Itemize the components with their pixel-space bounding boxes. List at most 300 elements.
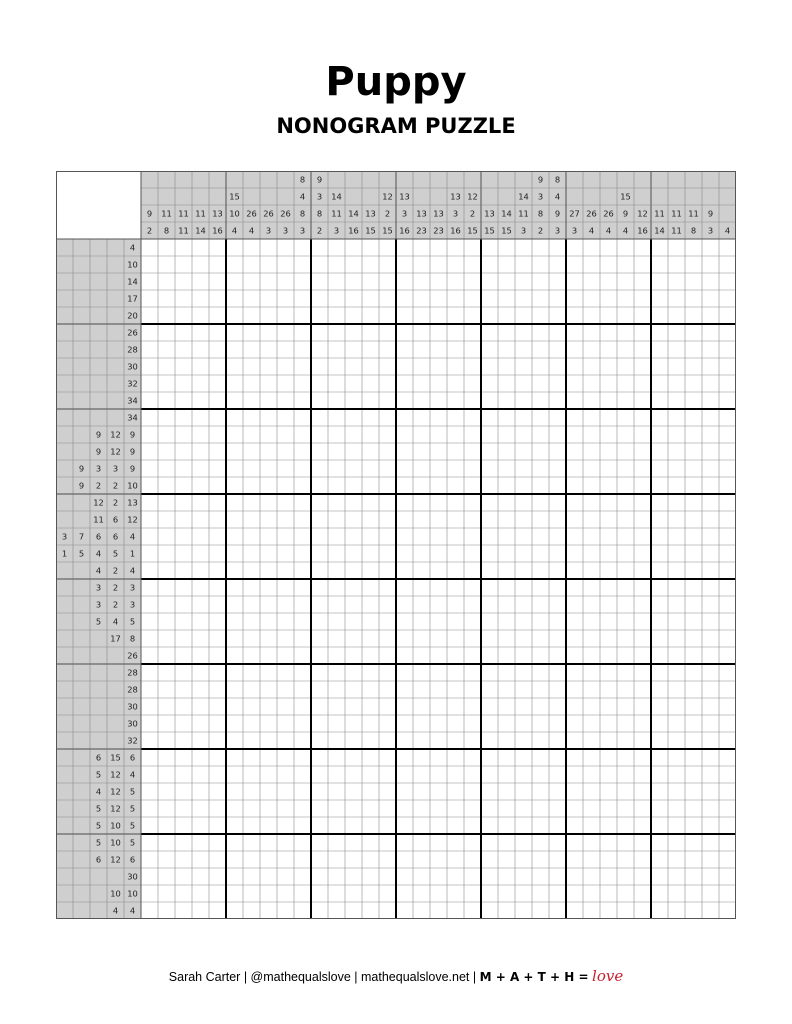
grid-cell[interactable] [294,511,311,528]
grid-cell[interactable] [532,664,549,681]
grid-cell[interactable] [345,324,362,341]
grid-cell[interactable] [192,392,209,409]
grid-cell[interactable] [209,596,226,613]
grid-cell[interactable] [243,630,260,647]
grid-cell[interactable] [345,698,362,715]
grid-cell[interactable] [600,630,617,647]
grid-cell[interactable] [277,732,294,749]
grid-cell[interactable] [413,460,430,477]
grid-cell[interactable] [226,307,243,324]
grid-cell[interactable] [583,885,600,902]
grid-cell[interactable] [634,392,651,409]
grid-cell[interactable] [158,545,175,562]
grid-cell[interactable] [430,749,447,766]
grid-cell[interactable] [192,375,209,392]
grid-cell[interactable] [634,528,651,545]
grid-cell[interactable] [362,766,379,783]
grid-cell[interactable] [651,732,668,749]
grid-cell[interactable] [277,443,294,460]
grid-cell[interactable] [226,749,243,766]
grid-cell[interactable] [685,749,702,766]
grid-cell[interactable] [328,902,345,919]
grid-cell[interactable] [243,358,260,375]
grid-cell[interactable] [634,885,651,902]
grid-cell[interactable] [447,664,464,681]
grid-cell[interactable] [719,851,736,868]
grid-cell[interactable] [498,749,515,766]
grid-cell[interactable] [549,562,566,579]
grid-cell[interactable] [515,732,532,749]
grid-cell[interactable] [226,613,243,630]
grid-cell[interactable] [396,681,413,698]
grid-cell[interactable] [141,426,158,443]
grid-cell[interactable] [226,834,243,851]
grid-cell[interactable] [498,324,515,341]
grid-cell[interactable] [175,256,192,273]
grid-cell[interactable] [651,290,668,307]
grid-cell[interactable] [362,443,379,460]
grid-cell[interactable] [226,902,243,919]
grid-cell[interactable] [328,885,345,902]
grid-cell[interactable] [141,494,158,511]
grid-cell[interactable] [498,426,515,443]
grid-cell[interactable] [141,715,158,732]
grid-cell[interactable] [702,783,719,800]
grid-cell[interactable] [651,834,668,851]
grid-cell[interactable] [481,851,498,868]
grid-cell[interactable] [617,834,634,851]
grid-cell[interactable] [702,579,719,596]
grid-cell[interactable] [532,477,549,494]
grid-cell[interactable] [362,477,379,494]
grid-cell[interactable] [141,868,158,885]
grid-cell[interactable] [719,681,736,698]
grid-cell[interactable] [430,358,447,375]
grid-cell[interactable] [379,443,396,460]
grid-cell[interactable] [294,613,311,630]
grid-cell[interactable] [430,868,447,885]
grid-cell[interactable] [651,324,668,341]
grid-cell[interactable] [532,885,549,902]
grid-cell[interactable] [413,817,430,834]
grid-cell[interactable] [617,868,634,885]
grid-cell[interactable] [617,443,634,460]
grid-cell[interactable] [413,324,430,341]
grid-cell[interactable] [192,409,209,426]
grid-cell[interactable] [634,239,651,256]
grid-cell[interactable] [430,273,447,290]
grid-cell[interactable] [277,766,294,783]
grid-cell[interactable] [260,596,277,613]
grid-cell[interactable] [175,426,192,443]
grid-cell[interactable] [685,528,702,545]
grid-cell[interactable] [583,307,600,324]
grid-cell[interactable] [396,562,413,579]
grid-cell[interactable] [685,392,702,409]
grid-cell[interactable] [447,562,464,579]
grid-cell[interactable] [515,596,532,613]
grid-cell[interactable] [464,290,481,307]
grid-cell[interactable] [719,324,736,341]
grid-cell[interactable] [294,358,311,375]
grid-cell[interactable] [226,732,243,749]
grid-cell[interactable] [617,528,634,545]
grid-cell[interactable] [464,851,481,868]
grid-cell[interactable] [532,596,549,613]
grid-cell[interactable] [158,426,175,443]
grid-cell[interactable] [328,834,345,851]
grid-cell[interactable] [328,698,345,715]
grid-cell[interactable] [617,409,634,426]
grid-cell[interactable] [158,749,175,766]
grid-cell[interactable] [192,715,209,732]
grid-cell[interactable] [634,630,651,647]
grid-cell[interactable] [396,256,413,273]
grid-cell[interactable] [328,562,345,579]
grid-cell[interactable] [413,851,430,868]
grid-cell[interactable] [396,239,413,256]
grid-cell[interactable] [260,307,277,324]
grid-cell[interactable] [583,511,600,528]
grid-cell[interactable] [175,494,192,511]
grid-cell[interactable] [243,562,260,579]
grid-cell[interactable] [600,273,617,290]
grid-cell[interactable] [141,681,158,698]
grid-cell[interactable] [464,409,481,426]
grid-cell[interactable] [447,256,464,273]
grid-cell[interactable] [226,562,243,579]
grid-cell[interactable] [498,630,515,647]
grid-cell[interactable] [311,596,328,613]
grid-cell[interactable] [549,868,566,885]
grid-cell[interactable] [328,341,345,358]
grid-cell[interactable] [345,256,362,273]
grid-cell[interactable] [379,290,396,307]
grid-cell[interactable] [379,324,396,341]
grid-cell[interactable] [481,341,498,358]
grid-cell[interactable] [396,443,413,460]
grid-cell[interactable] [549,443,566,460]
grid-cell[interactable] [311,545,328,562]
grid-cell[interactable] [243,749,260,766]
grid-cell[interactable] [362,324,379,341]
grid-cell[interactable] [209,885,226,902]
grid-cell[interactable] [175,579,192,596]
grid-cell[interactable] [175,392,192,409]
grid-cell[interactable] [379,902,396,919]
grid-cell[interactable] [175,630,192,647]
grid-cell[interactable] [294,545,311,562]
grid-cell[interactable] [379,596,396,613]
grid-cell[interactable] [413,902,430,919]
grid-cell[interactable] [396,460,413,477]
grid-cell[interactable] [192,562,209,579]
grid-cell[interactable] [175,817,192,834]
grid-cell[interactable] [566,749,583,766]
grid-cell[interactable] [226,681,243,698]
grid-cell[interactable] [702,817,719,834]
grid-cell[interactable] [481,324,498,341]
grid-cell[interactable] [566,256,583,273]
grid-cell[interactable] [481,307,498,324]
grid-cell[interactable] [634,664,651,681]
grid-cell[interactable] [481,749,498,766]
grid-cell[interactable] [651,698,668,715]
grid-cell[interactable] [311,443,328,460]
grid-cell[interactable] [175,460,192,477]
grid-cell[interactable] [583,256,600,273]
grid-cell[interactable] [617,766,634,783]
grid-cell[interactable] [515,443,532,460]
grid-cell[interactable] [600,409,617,426]
grid-cell[interactable] [141,409,158,426]
grid-cell[interactable] [311,630,328,647]
grid-cell[interactable] [549,647,566,664]
grid-cell[interactable] [430,256,447,273]
grid-cell[interactable] [566,375,583,392]
grid-cell[interactable] [277,307,294,324]
grid-cell[interactable] [379,239,396,256]
grid-cell[interactable] [311,715,328,732]
grid-cell[interactable] [719,783,736,800]
grid-cell[interactable] [566,868,583,885]
grid-cell[interactable] [158,579,175,596]
grid-cell[interactable] [141,460,158,477]
grid-cell[interactable] [277,409,294,426]
grid-cell[interactable] [175,783,192,800]
grid-cell[interactable] [549,885,566,902]
grid-cell[interactable] [141,834,158,851]
grid-cell[interactable] [600,375,617,392]
grid-cell[interactable] [243,341,260,358]
grid-cell[interactable] [192,494,209,511]
grid-cell[interactable] [277,528,294,545]
grid-cell[interactable] [379,800,396,817]
grid-cell[interactable] [447,392,464,409]
grid-cell[interactable] [430,664,447,681]
grid-cell[interactable] [566,834,583,851]
grid-cell[interactable] [277,630,294,647]
grid-cell[interactable] [277,613,294,630]
grid-cell[interactable] [311,902,328,919]
grid-cell[interactable] [634,477,651,494]
grid-cell[interactable] [447,307,464,324]
grid-cell[interactable] [158,460,175,477]
grid-cell[interactable] [277,902,294,919]
grid-cell[interactable] [328,664,345,681]
grid-cell[interactable] [668,511,685,528]
grid-cell[interactable] [328,545,345,562]
grid-cell[interactable] [345,885,362,902]
grid-cell[interactable] [651,460,668,477]
grid-cell[interactable] [515,885,532,902]
grid-cell[interactable] [583,426,600,443]
grid-cell[interactable] [702,630,719,647]
grid-cell[interactable] [685,902,702,919]
grid-cell[interactable] [345,613,362,630]
grid-cell[interactable] [362,732,379,749]
grid-cell[interactable] [583,749,600,766]
grid-cell[interactable] [481,392,498,409]
grid-cell[interactable] [481,409,498,426]
grid-cell[interactable] [328,324,345,341]
grid-cell[interactable] [447,749,464,766]
grid-cell[interactable] [532,749,549,766]
grid-cell[interactable] [379,341,396,358]
grid-cell[interactable] [226,511,243,528]
grid-cell[interactable] [141,732,158,749]
grid-cell[interactable] [345,579,362,596]
grid-cell[interactable] [243,783,260,800]
grid-cell[interactable] [141,800,158,817]
grid-cell[interactable] [600,817,617,834]
grid-cell[interactable] [651,613,668,630]
grid-cell[interactable] [226,528,243,545]
grid-cell[interactable] [532,579,549,596]
grid-cell[interactable] [600,477,617,494]
grid-cell[interactable] [175,885,192,902]
grid-cell[interactable] [345,834,362,851]
grid-cell[interactable] [260,477,277,494]
grid-cell[interactable] [634,341,651,358]
grid-cell[interactable] [702,358,719,375]
grid-cell[interactable] [532,341,549,358]
grid-cell[interactable] [209,715,226,732]
grid-cell[interactable] [481,239,498,256]
grid-cell[interactable] [702,766,719,783]
grid-cell[interactable] [158,494,175,511]
grid-cell[interactable] [243,851,260,868]
grid-cell[interactable] [209,273,226,290]
grid-cell[interactable] [464,477,481,494]
grid-cell[interactable] [260,613,277,630]
grid-cell[interactable] [685,834,702,851]
grid-cell[interactable] [498,596,515,613]
grid-cell[interactable] [260,426,277,443]
grid-cell[interactable] [566,783,583,800]
grid-cell[interactable] [685,460,702,477]
grid-cell[interactable] [260,579,277,596]
grid-cell[interactable] [481,630,498,647]
grid-cell[interactable] [702,290,719,307]
grid-cell[interactable] [260,545,277,562]
grid-cell[interactable] [243,664,260,681]
grid-cell[interactable] [243,732,260,749]
grid-cell[interactable] [515,698,532,715]
grid-cell[interactable] [634,375,651,392]
grid-cell[interactable] [141,596,158,613]
grid-cell[interactable] [141,885,158,902]
grid-cell[interactable] [379,766,396,783]
grid-cell[interactable] [396,783,413,800]
grid-cell[interactable] [515,324,532,341]
grid-cell[interactable] [328,256,345,273]
grid-cell[interactable] [226,273,243,290]
grid-cell[interactable] [260,409,277,426]
grid-cell[interactable] [617,307,634,324]
grid-cell[interactable] [311,817,328,834]
grid-cell[interactable] [192,868,209,885]
grid-cell[interactable] [158,613,175,630]
grid-cell[interactable] [515,494,532,511]
grid-cell[interactable] [430,324,447,341]
grid-cell[interactable] [311,681,328,698]
grid-cell[interactable] [311,409,328,426]
grid-cell[interactable] [651,868,668,885]
grid-cell[interactable] [634,273,651,290]
grid-cell[interactable] [209,494,226,511]
grid-cell[interactable] [209,392,226,409]
grid-cell[interactable] [192,613,209,630]
grid-cell[interactable] [345,817,362,834]
grid-cell[interactable] [668,579,685,596]
grid-cell[interactable] [481,477,498,494]
grid-cell[interactable] [379,834,396,851]
grid-cell[interactable] [549,664,566,681]
grid-cell[interactable] [651,562,668,579]
grid-cell[interactable] [685,545,702,562]
grid-cell[interactable] [549,766,566,783]
grid-cell[interactable] [719,664,736,681]
grid-cell[interactable] [294,596,311,613]
grid-cell[interactable] [209,783,226,800]
grid-cell[interactable] [668,477,685,494]
grid-cell[interactable] [668,681,685,698]
grid-cell[interactable] [141,375,158,392]
grid-cell[interactable] [379,545,396,562]
grid-cell[interactable] [634,409,651,426]
grid-cell[interactable] [685,681,702,698]
grid-cell[interactable] [294,766,311,783]
grid-cell[interactable] [362,392,379,409]
grid-cell[interactable] [651,579,668,596]
grid-cell[interactable] [396,477,413,494]
grid-cell[interactable] [668,375,685,392]
grid-cell[interactable] [481,698,498,715]
grid-cell[interactable] [345,766,362,783]
grid-cell[interactable] [566,239,583,256]
grid-cell[interactable] [447,800,464,817]
grid-cell[interactable] [379,273,396,290]
grid-cell[interactable] [583,392,600,409]
grid-cell[interactable] [617,596,634,613]
grid-cell[interactable] [345,239,362,256]
grid-cell[interactable] [328,817,345,834]
grid-cell[interactable] [243,579,260,596]
grid-cell[interactable] [583,460,600,477]
grid-cell[interactable] [311,426,328,443]
grid-cell[interactable] [294,715,311,732]
grid-cell[interactable] [243,426,260,443]
grid-cell[interactable] [141,562,158,579]
grid-cell[interactable] [685,290,702,307]
grid-cell[interactable] [277,681,294,698]
grid-cell[interactable] [549,511,566,528]
grid-cell[interactable] [260,783,277,800]
grid-cell[interactable] [277,426,294,443]
grid-cell[interactable] [243,511,260,528]
grid-cell[interactable] [226,375,243,392]
grid-cell[interactable] [243,494,260,511]
grid-cell[interactable] [668,307,685,324]
grid-cell[interactable] [515,579,532,596]
grid-cell[interactable] [158,902,175,919]
grid-cell[interactable] [719,579,736,596]
grid-cell[interactable] [362,715,379,732]
grid-cell[interactable] [583,834,600,851]
grid-cell[interactable] [158,596,175,613]
grid-cell[interactable] [583,562,600,579]
